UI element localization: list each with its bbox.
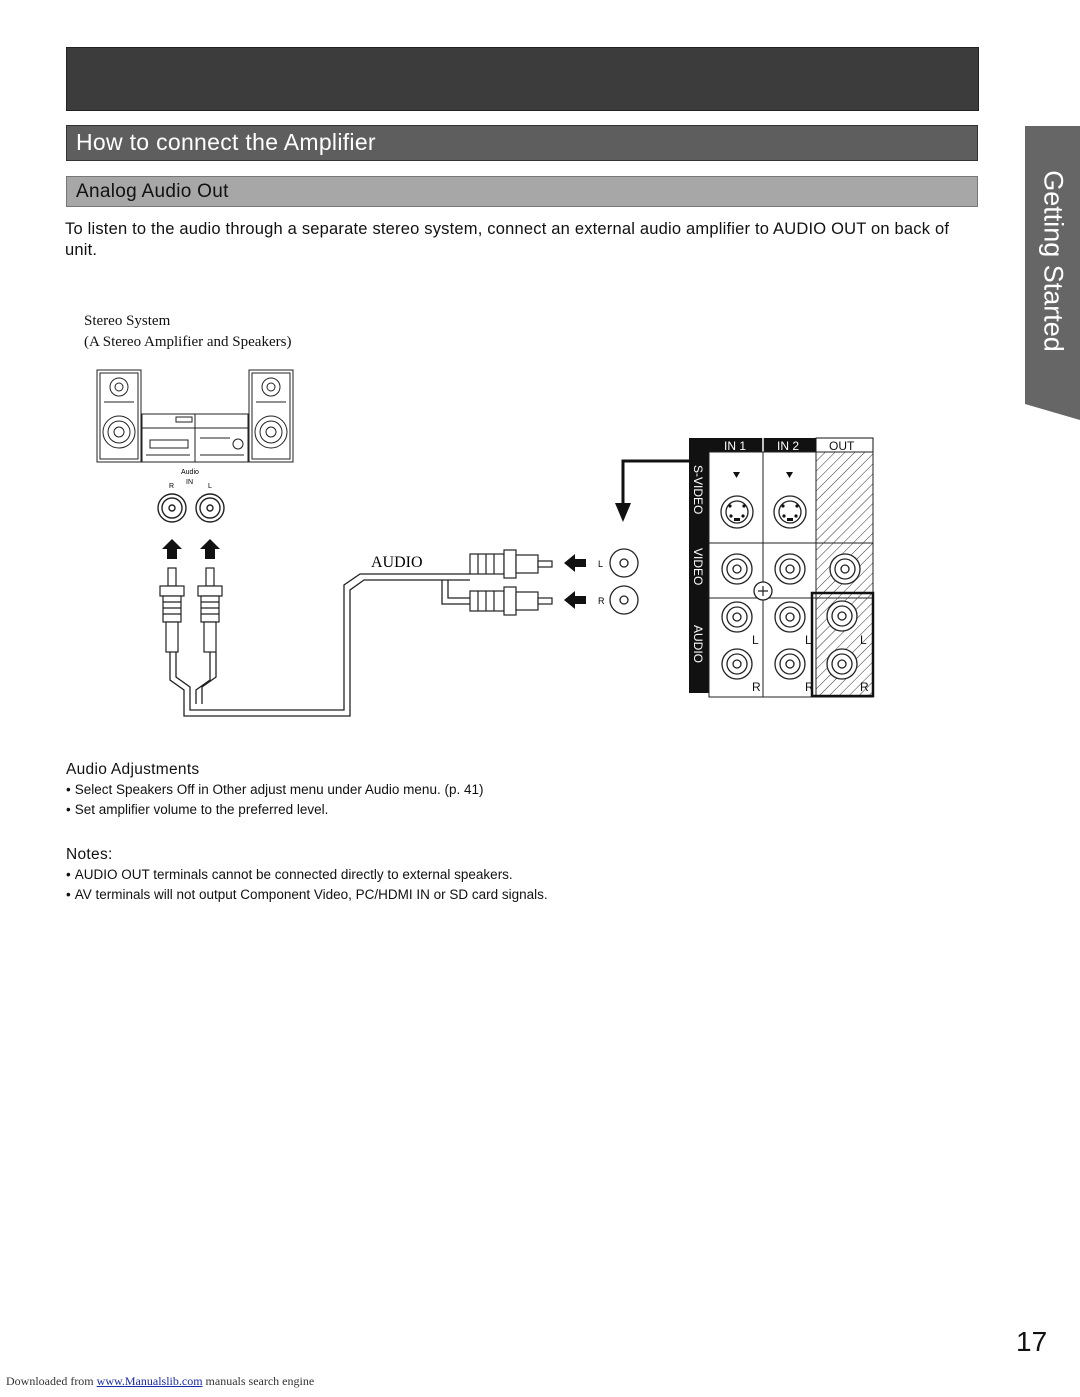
list-item: • Set amplifier volume to the preferred level. <box>66 800 483 820</box>
panel-audio-label: AUDIO <box>691 625 705 664</box>
panel-out-r: R <box>860 680 869 694</box>
stereo-system-caption: Stereo System <box>84 313 171 329</box>
amp-l-label: L <box>208 483 212 490</box>
plug-l-label: L <box>598 559 604 569</box>
left-arrows <box>564 554 586 609</box>
audio-adjustments-title: Audio Adjustments <box>66 761 200 778</box>
panel-video-label: VIDEO <box>691 548 705 586</box>
up-arrows <box>162 539 220 559</box>
intro-text: To listen to the audio through a separate stereo system, connect an external audio amplifier to AUDIO OUT on back of unit. <box>65 220 950 259</box>
right-speaker <box>249 370 293 462</box>
panel-out-label: OUT <box>829 439 855 453</box>
left-speaker <box>97 370 141 462</box>
audio-adjustments-list <box>66 780 483 819</box>
list-item: • AV terminals will not output Component Video, PC/HDMI IN or SD card signals. <box>66 885 548 905</box>
plug-r-label: R <box>598 596 605 606</box>
stereo-system-subcaption: (A Stereo Amplifier and Speakers) <box>84 334 292 350</box>
page-number: 17 <box>1016 1326 1048 1357</box>
footer-prefix: Downloaded from <box>6 1374 97 1388</box>
notes-list <box>66 865 548 904</box>
list-item: • Select Speakers Off in Other adjust menu under Audio menu. (p. 41) <box>66 780 483 800</box>
panel-in2-l: L <box>805 633 812 647</box>
manualslib-link[interactable]: www.Manualslib.com <box>96 1374 203 1388</box>
notes-title: Notes: <box>66 846 113 863</box>
back-panel <box>689 438 873 697</box>
panel-in2-r: R <box>805 680 814 694</box>
panel-svideo-label: S-VIDEO <box>691 465 705 515</box>
vertical-plugs <box>160 568 222 652</box>
panel-in1-label: IN 1 <box>724 439 747 453</box>
amp-audio-label: Audio <box>181 469 199 476</box>
amp-r-label: R <box>169 483 175 490</box>
panel-in2-label: IN 2 <box>777 439 800 453</box>
cable-audio-label: AUDIO <box>371 554 423 571</box>
side-tab-text: Getting Started <box>1038 170 1068 352</box>
horizontal-plugs <box>470 550 552 615</box>
amp-in-label: IN <box>186 479 193 486</box>
sub-title: Analog Audio Out <box>76 181 229 202</box>
amplifier-unit <box>142 414 248 462</box>
footer <box>6 1374 314 1389</box>
footer-suffix: manuals search engine <box>202 1374 315 1388</box>
panel-in1-l: L <box>752 633 759 647</box>
panel-in1-r: R <box>752 680 761 694</box>
panel-out-l: L <box>860 633 867 647</box>
down-arrow <box>615 503 631 522</box>
unit-audio-jacks <box>610 549 638 614</box>
section-title: How to connect the Amplifier <box>76 129 376 155</box>
amp-input-jacks <box>158 494 224 522</box>
list-item: • AUDIO OUT terminals cannot be connected directly to external speakers. <box>66 865 548 885</box>
